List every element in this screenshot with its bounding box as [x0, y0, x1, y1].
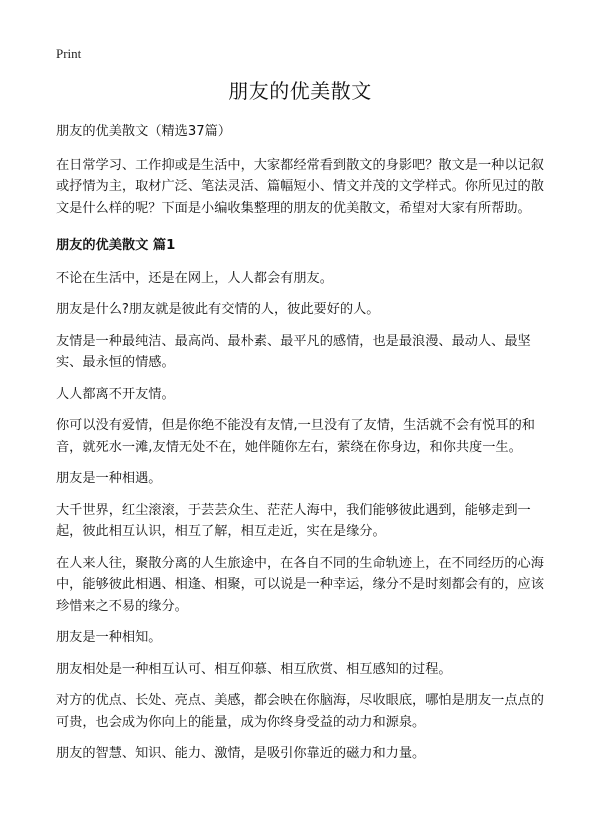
paragraph: 对方的优点、长处、亮点、美感，都会映在你脑海，尽收眼底，哪怕是朋友一点点的可贵，也会成为你向上的能量，成为你终身受益的动力和源泉。 [56, 693, 544, 730]
section-heading: 朋友的优美散文 篇1 [56, 238, 176, 253]
intro-paragraph: 在日常学习、工作抑或是生活中，大家都经常看到散文的身影吧？散文是一种以记叙或抒情为主，取材广泛、笔法灵活、篇幅短小、情文并茂的文学样式。你所见过的散文是什么样的呢？下面是小编收集整理的朋友的优美散文，希望对大家有所帮助。 [56, 157, 544, 216]
article-subtitle: 朋友的优美散文（精选37篇） [56, 124, 232, 139]
paragraph: 你可以没有爱情，但是你绝不能没有友情,一旦没有了友情，生活就不会有悦耳的和音，就死水一滩,友情无处不在，她伴随你左右，萦绕在你身边，和你共度一生。 [56, 418, 535, 455]
paragraph: 朋友相处是一种相互认可、相互仰慕、相互欣赏、相互感知的过程。 [56, 661, 452, 677]
article-body [56, 121, 546, 775]
print-link[interactable]: Print [56, 46, 82, 61]
page-title: 朋友的优美散文 [228, 79, 372, 103]
paragraph: 朋友是什么?朋友就是彼此有交情的人，彼此要好的人。 [56, 302, 380, 317]
paragraph: 朋友是一种相遇。 [56, 471, 162, 486]
paragraph: 友情是一种最纯洁、最高尚、最朴素、最平凡的感情，也是最浪漫、最动人、最坚实、最永恒的情感。 [56, 333, 531, 370]
paragraph: 人人都离不开友情。 [56, 386, 175, 402]
paragraph: 朋友是一种相知。 [56, 630, 162, 645]
paragraph: 在人来人往，聚散分离的人生旅途中，在各自不同的生命轨迹上，在不同经历的心海中，能够彼此相遇、相逢、相聚，可以说是一种幸运，缘分不是时刻都会有的，应该珍惜来之不易的缘分。 [56, 555, 544, 614]
paragraph: 大千世界，红尘滚滚，于芸芸众生、茫茫人海中，我们能够彼此遇到，能够走到一起，彼此相互认识，相互了解，相互走近，实在是缘分。 [56, 502, 531, 539]
paragraph: 不论在生活中，还是在网上，人人都会有朋友。 [56, 270, 333, 286]
paragraph: 朋友的智慧、知识、能力、激情，是吸引你靠近的磁力和力量。 [56, 746, 426, 761]
